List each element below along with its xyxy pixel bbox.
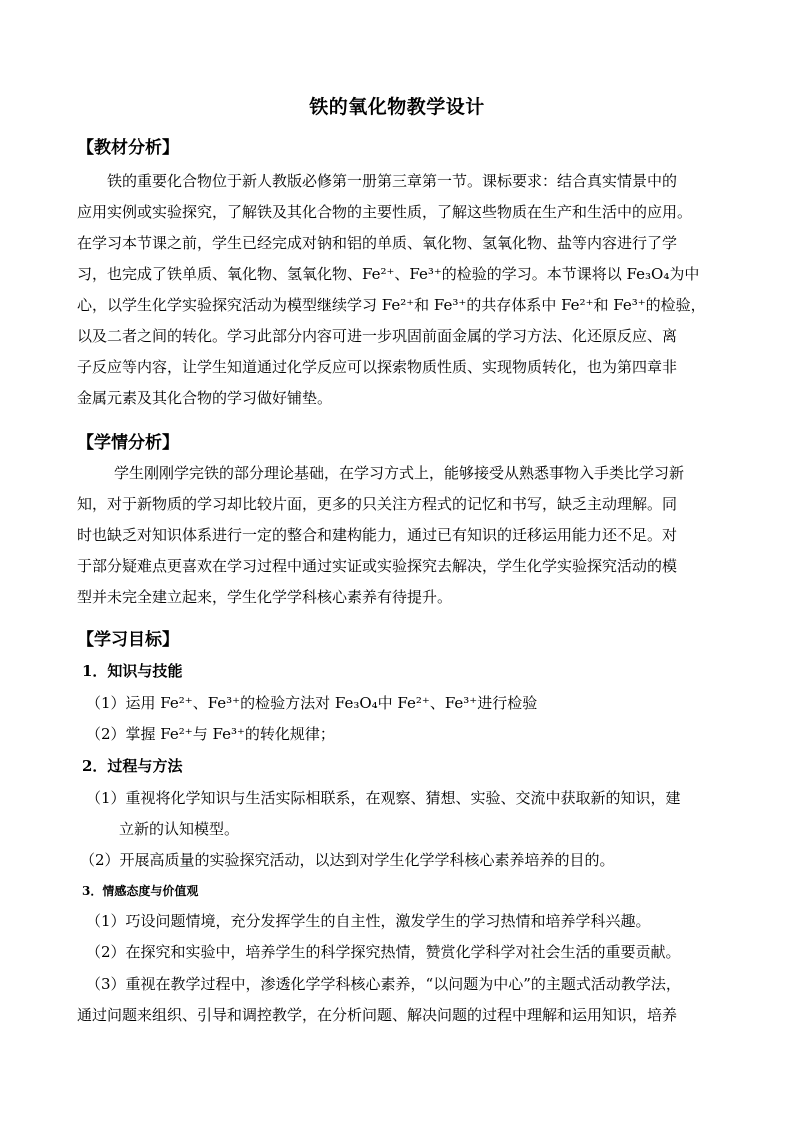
goal-group-attitude-label: 3．情感态度与价值观 bbox=[82, 884, 199, 898]
goal-group-process-label: 2．过程与方法 bbox=[82, 757, 183, 775]
paragraph-line: 铁的重要化合物位于新人教版必修第一册第三章第一节。课标要求：结合真实情景中的 bbox=[107, 172, 678, 190]
section-heading-textbook-analysis: 【教材分析】 bbox=[77, 138, 179, 158]
goal-item: （2）在探究和实验中，培养学生的科学探究热情，赞赏化学科学对社会生活的重要贡献。 bbox=[86, 943, 681, 961]
paragraph-line: 金属元素及其化合物的学习做好铺垫。 bbox=[77, 389, 333, 407]
paragraph-line: 心，以学生化学实验探究活动为模型继续学习 Fe²⁺和 Fe³⁺的共存体系中 Fe²⁺和 Fe³⁺的检验， bbox=[77, 296, 706, 314]
paragraph-line: 在学习本节课之前，学生已经完成对钠和铝的单质、氧化物、氢氧化物、盐等内容进行了学 bbox=[77, 234, 678, 252]
paragraph-line: 学生刚刚学完铁的部分理论基础，在学习方式上，能够接受从熟悉事物入手类比学习新 bbox=[114, 464, 685, 482]
paragraph-line: 知，对于新物质的学习却比较片面，更多的只关注方程式的记忆和书写，缺乏主动理解。同 bbox=[77, 495, 678, 513]
goal-item-continuation: 通过问题来组织、引导和调控教学，在分析问题、解决问题的过程中理解和运用知识，培养 bbox=[77, 1006, 678, 1024]
paragraph-line: 应用实例或实验探究，了解铁及其化合物的主要性质，了解这些物质在生产和生活中的应用。 bbox=[77, 203, 693, 221]
goal-item: （1）运用 Fe²⁺、Fe³⁺的检验方法对 Fe₃O₄中 Fe²⁺、Fe³⁺进行检验 bbox=[86, 694, 538, 712]
paragraph-line: 于部分疑难点更喜欢在学习过程中通过实证或实验探究去解决，学生化学实验探究活动的模 bbox=[77, 557, 678, 575]
goal-item: （2）掌握 Fe²⁺与 Fe³⁺的转化规律； bbox=[86, 725, 335, 743]
goal-item: （2）开展高质量的实验探究活动，以达到对学生化学学科核心素养培养的目的。 bbox=[80, 851, 615, 869]
goal-item-continuation: 立新的认知模型。 bbox=[119, 820, 240, 838]
paragraph-line: 时也缺乏对知识体系进行一定的整合和建构能力，通过已有知识的迁移运用能力还不足。对 bbox=[77, 526, 678, 544]
section-heading-student-analysis: 【学情分析】 bbox=[77, 433, 179, 453]
goal-item: （1）巧设问题情境，充分发挥学生的自主性，激发学生的学习热情和培养学科兴趣。 bbox=[86, 912, 651, 930]
goal-item: （3）重视在教学过程中，渗透化学学科核心素养，“以问题为中心”的主题式活动教学法， bbox=[86, 975, 681, 993]
textbook-analysis-paragraph bbox=[77, 166, 717, 414]
goal-group-knowledge-label: 1．知识与技能 bbox=[82, 662, 183, 680]
paragraph-line: 子反应等内容，让学生知道通过化学反应可以探索物质性质、实现物质转化，也为第四章非 bbox=[77, 358, 678, 376]
section-heading-learning-goals: 【学习目标】 bbox=[77, 630, 179, 650]
paragraph-line: 习，也完成了铁单质、氧化物、氢氧化物、Fe²⁺、Fe³⁺的检验的学习。本节课将以 Fe₃O₄为中 bbox=[77, 265, 700, 283]
document-title: 铁的氧化物教学设计 bbox=[309, 96, 485, 118]
student-analysis-paragraph bbox=[77, 458, 717, 613]
goal-item: （1）重视将化学知识与生活实际相联系，在观察、猜想、实验、交流中获取新的知识，建 bbox=[86, 789, 681, 807]
paragraph-line: 以及二者之间的转化。学习此部分内容可进一步巩固前面金属的学习方法、化还原反应、离 bbox=[77, 327, 678, 345]
paragraph-line: 型并未完全建立起来，学生化学学科核心素养有待提升。 bbox=[77, 588, 453, 606]
